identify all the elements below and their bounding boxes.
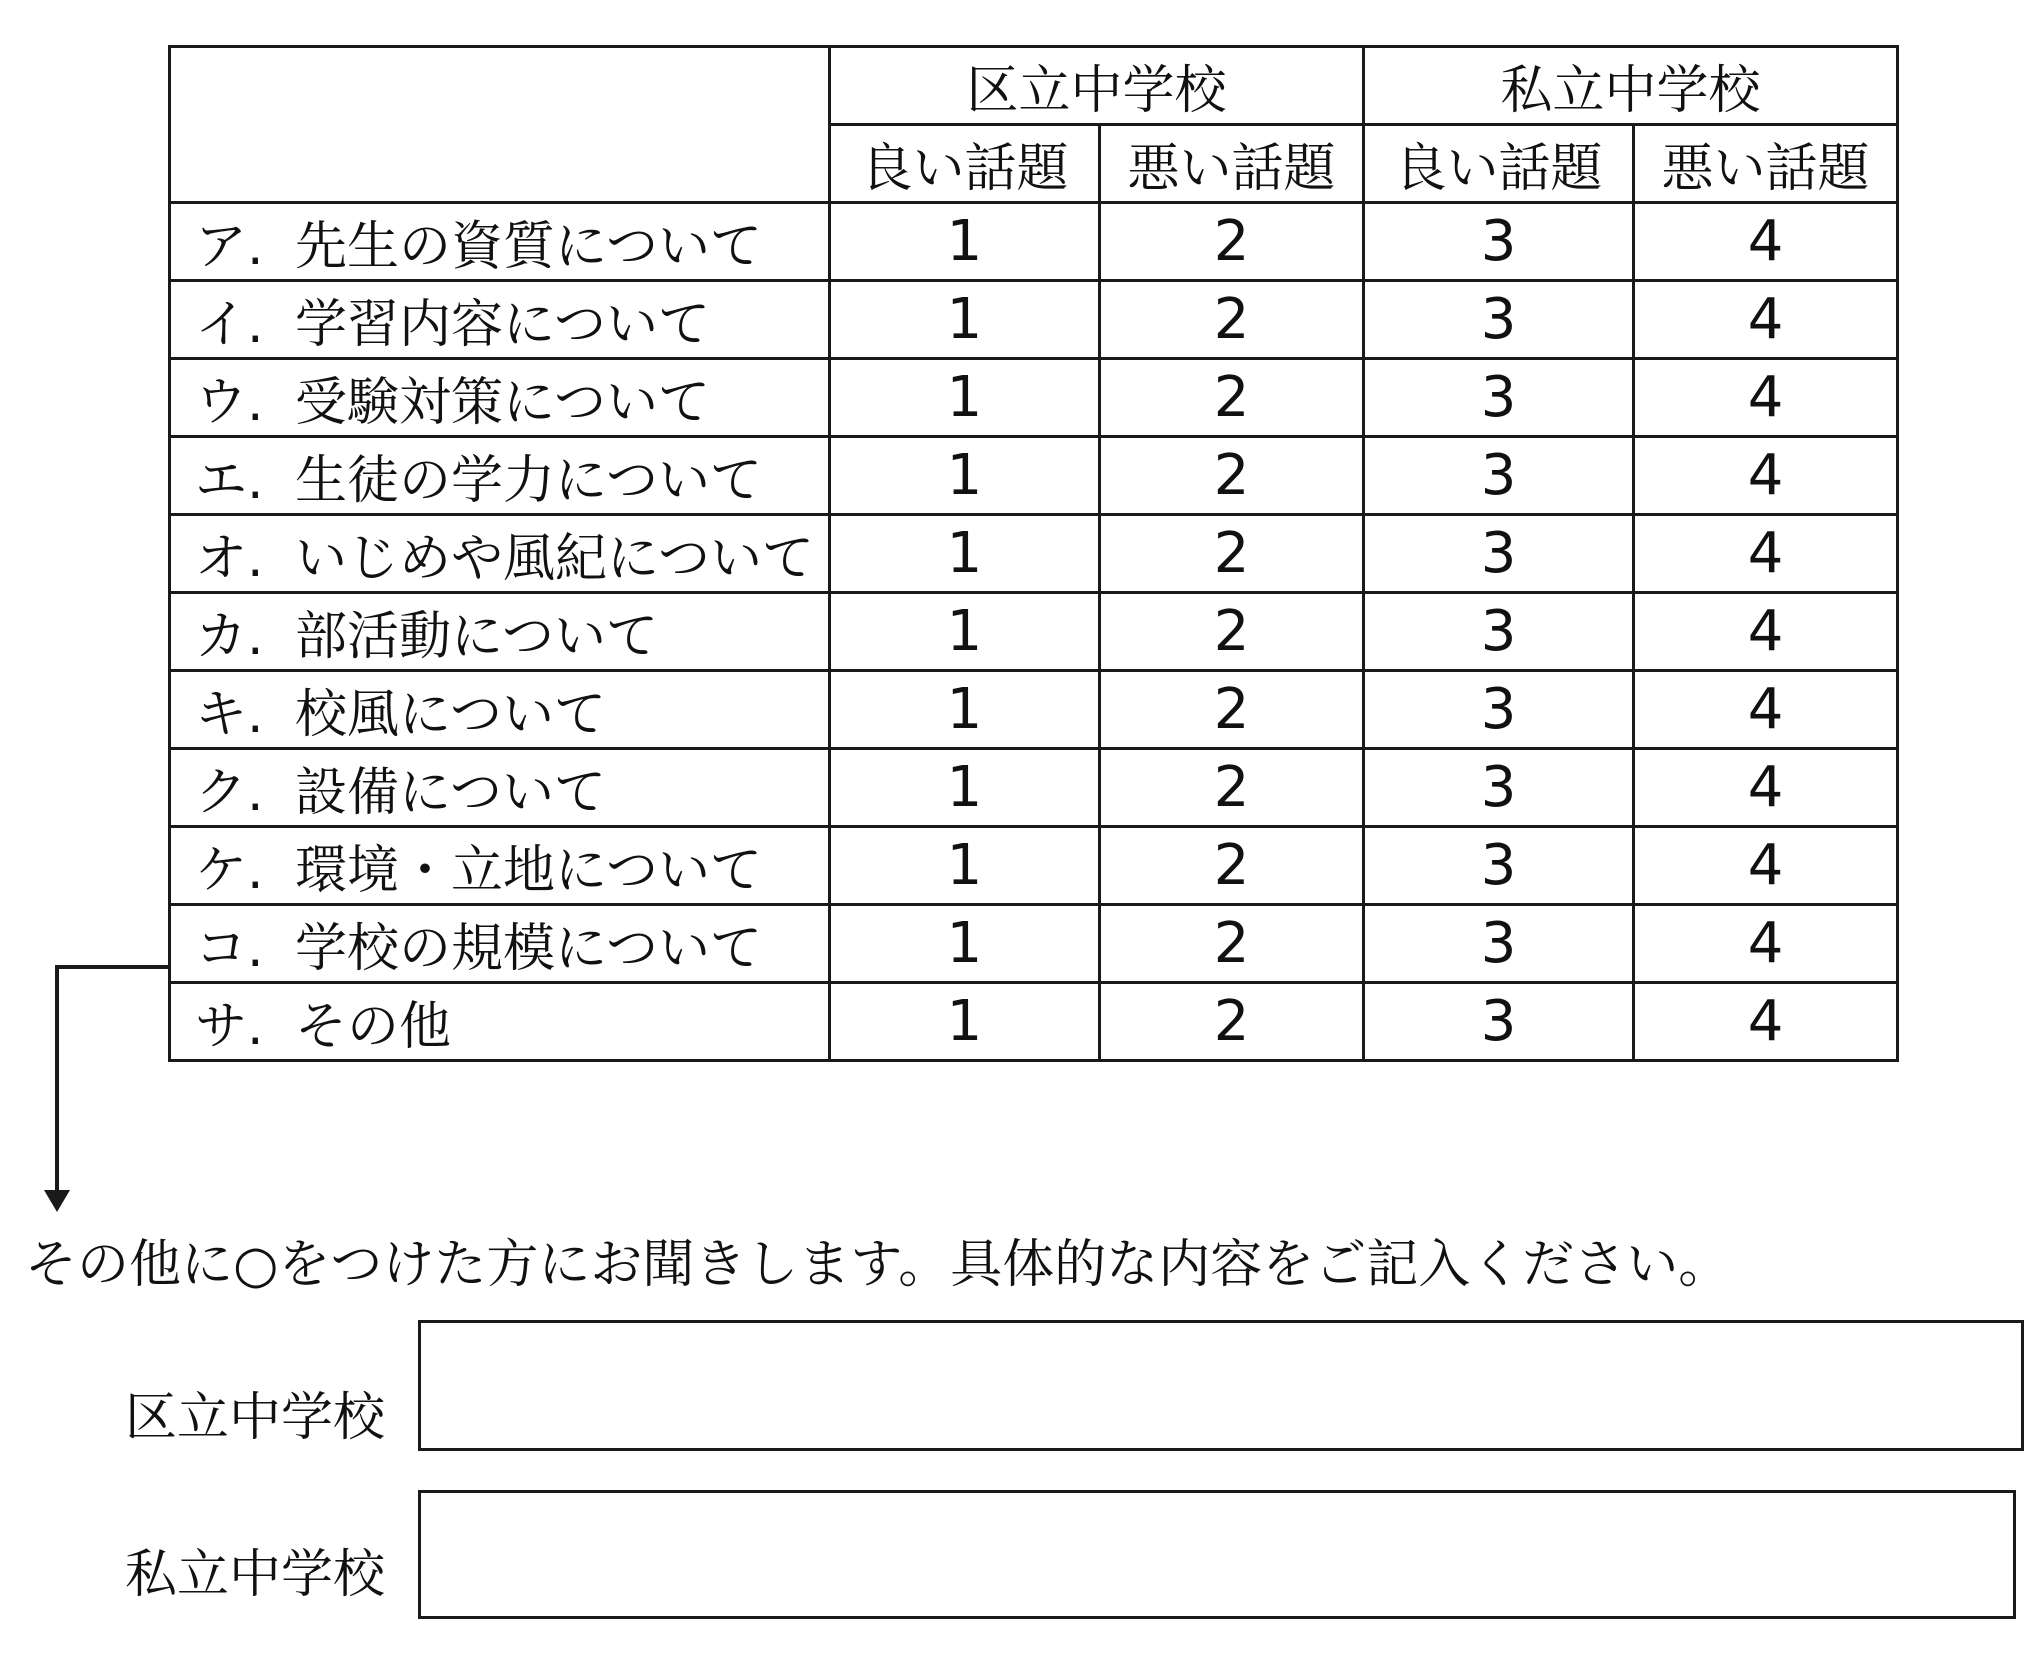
table-row (170, 281, 1898, 359)
item-label: 生徒の学力について (295, 451, 762, 511)
private-school-other-input[interactable] (418, 1490, 2016, 1619)
sub-header-private-bad: 悪い話題 (1634, 125, 1898, 203)
choice-private-bad[interactable]: 4 (1634, 593, 1898, 671)
item-label-cell (170, 203, 830, 281)
blank-corner-cell (170, 47, 830, 203)
choice-private-good[interactable]: 3 (1364, 437, 1634, 515)
item-label: いじめや風紀について (295, 529, 814, 589)
choice-ward-good[interactable]: 1 (830, 983, 1100, 1061)
choice-ward-bad[interactable]: 2 (1100, 593, 1364, 671)
item-label-cell (170, 749, 830, 827)
choice-private-good[interactable]: 3 (1364, 281, 1634, 359)
choice-ward-good[interactable]: 1 (830, 905, 1100, 983)
item-label: 環境・立地について (295, 841, 762, 901)
ward-school-other-input[interactable] (418, 1320, 2024, 1451)
item-letter: イ. (195, 295, 264, 355)
sub-header-ward-good: 良い話題 (830, 125, 1100, 203)
choice-private-good[interactable]: 3 (1364, 593, 1634, 671)
item-label: 学校の規模について (295, 919, 762, 979)
survey-table (168, 45, 1899, 1062)
choice-ward-bad[interactable]: 2 (1100, 983, 1364, 1061)
other-instruction-text: その他に○をつけた方にお聞きします。具体的な内容をご記入ください。 (25, 1235, 1731, 1295)
item-label: 設備について (295, 763, 606, 823)
choice-ward-good[interactable]: 1 (830, 827, 1100, 905)
choice-private-good[interactable]: 3 (1364, 749, 1634, 827)
choice-private-bad[interactable]: 4 (1634, 437, 1898, 515)
choice-private-bad[interactable]: 4 (1634, 983, 1898, 1061)
choice-ward-good[interactable]: 1 (830, 359, 1100, 437)
table-body (170, 203, 1898, 1061)
table-row (170, 359, 1898, 437)
item-label: 先生の資質について (295, 217, 762, 277)
choice-ward-bad[interactable]: 2 (1100, 203, 1364, 281)
choice-private-bad[interactable]: 4 (1634, 905, 1898, 983)
choice-ward-bad[interactable]: 2 (1100, 671, 1364, 749)
choice-private-bad[interactable]: 4 (1634, 749, 1898, 827)
ward-school-label: 区立中学校 (125, 1388, 386, 1448)
choice-private-bad[interactable]: 4 (1634, 359, 1898, 437)
table-row (170, 905, 1898, 983)
item-label-cell (170, 671, 830, 749)
item-label-cell (170, 983, 830, 1061)
table-row (170, 671, 1898, 749)
choice-ward-bad[interactable]: 2 (1100, 359, 1364, 437)
choice-private-good[interactable]: 3 (1364, 671, 1634, 749)
table-row (170, 749, 1898, 827)
item-letter: オ. (195, 529, 264, 589)
choice-private-bad[interactable]: 4 (1634, 827, 1898, 905)
item-label-cell (170, 905, 830, 983)
item-letter: コ. (195, 919, 264, 979)
item-label: 受験対策について (295, 373, 710, 433)
item-label-cell (170, 593, 830, 671)
choice-private-good[interactable]: 3 (1364, 983, 1634, 1061)
table-row (170, 437, 1898, 515)
item-letter: サ. (195, 997, 264, 1057)
table-row (170, 593, 1898, 671)
choice-ward-bad[interactable]: 2 (1100, 905, 1364, 983)
choice-ward-bad[interactable]: 2 (1100, 281, 1364, 359)
item-label: 部活動について (295, 607, 658, 667)
item-letter: ア. (195, 217, 264, 277)
item-label-cell (170, 359, 830, 437)
table-row (170, 203, 1898, 281)
choice-ward-bad[interactable]: 2 (1100, 749, 1364, 827)
choice-private-bad[interactable]: 4 (1634, 281, 1898, 359)
item-label-cell (170, 281, 830, 359)
choice-ward-bad[interactable]: 2 (1100, 515, 1364, 593)
choice-ward-good[interactable]: 1 (830, 749, 1100, 827)
table-row (170, 983, 1898, 1061)
item-letter: ク. (195, 763, 264, 823)
choice-private-bad[interactable]: 4 (1634, 671, 1898, 749)
choice-private-good[interactable]: 3 (1364, 359, 1634, 437)
choice-ward-bad[interactable]: 2 (1100, 827, 1364, 905)
choice-ward-bad[interactable]: 2 (1100, 437, 1364, 515)
group-header-row (170, 47, 1898, 125)
item-letter: ウ. (195, 373, 264, 433)
item-letter: エ. (195, 451, 264, 511)
choice-ward-good[interactable]: 1 (830, 515, 1100, 593)
item-label: 学習内容について (295, 295, 710, 355)
item-label-cell (170, 515, 830, 593)
choice-ward-good[interactable]: 1 (830, 437, 1100, 515)
item-label-cell (170, 437, 830, 515)
private-school-label: 私立中学校 (125, 1545, 386, 1605)
item-letter: キ. (195, 685, 264, 745)
item-letter: カ. (195, 607, 264, 667)
choice-ward-good[interactable]: 1 (830, 671, 1100, 749)
choice-private-good[interactable]: 3 (1364, 827, 1634, 905)
item-label: その他 (295, 997, 452, 1057)
sub-header-private-good: 良い話題 (1364, 125, 1634, 203)
choice-ward-good[interactable]: 1 (830, 203, 1100, 281)
table-row (170, 827, 1898, 905)
sub-header-ward-bad: 悪い話題 (1100, 125, 1364, 203)
choice-private-bad[interactable]: 4 (1634, 515, 1898, 593)
choice-private-bad[interactable]: 4 (1634, 203, 1898, 281)
choice-private-good[interactable]: 3 (1364, 203, 1634, 281)
table-row (170, 515, 1898, 593)
item-label-cell (170, 827, 830, 905)
group-header-ward: 区立中学校 (830, 47, 1364, 125)
choice-ward-good[interactable]: 1 (830, 281, 1100, 359)
item-letter: ケ. (195, 841, 264, 901)
choice-private-good[interactable]: 3 (1364, 515, 1634, 593)
item-label: 校風について (295, 685, 606, 745)
choice-private-good[interactable]: 3 (1364, 905, 1634, 983)
group-header-private: 私立中学校 (1364, 47, 1898, 125)
choice-ward-good[interactable]: 1 (830, 593, 1100, 671)
